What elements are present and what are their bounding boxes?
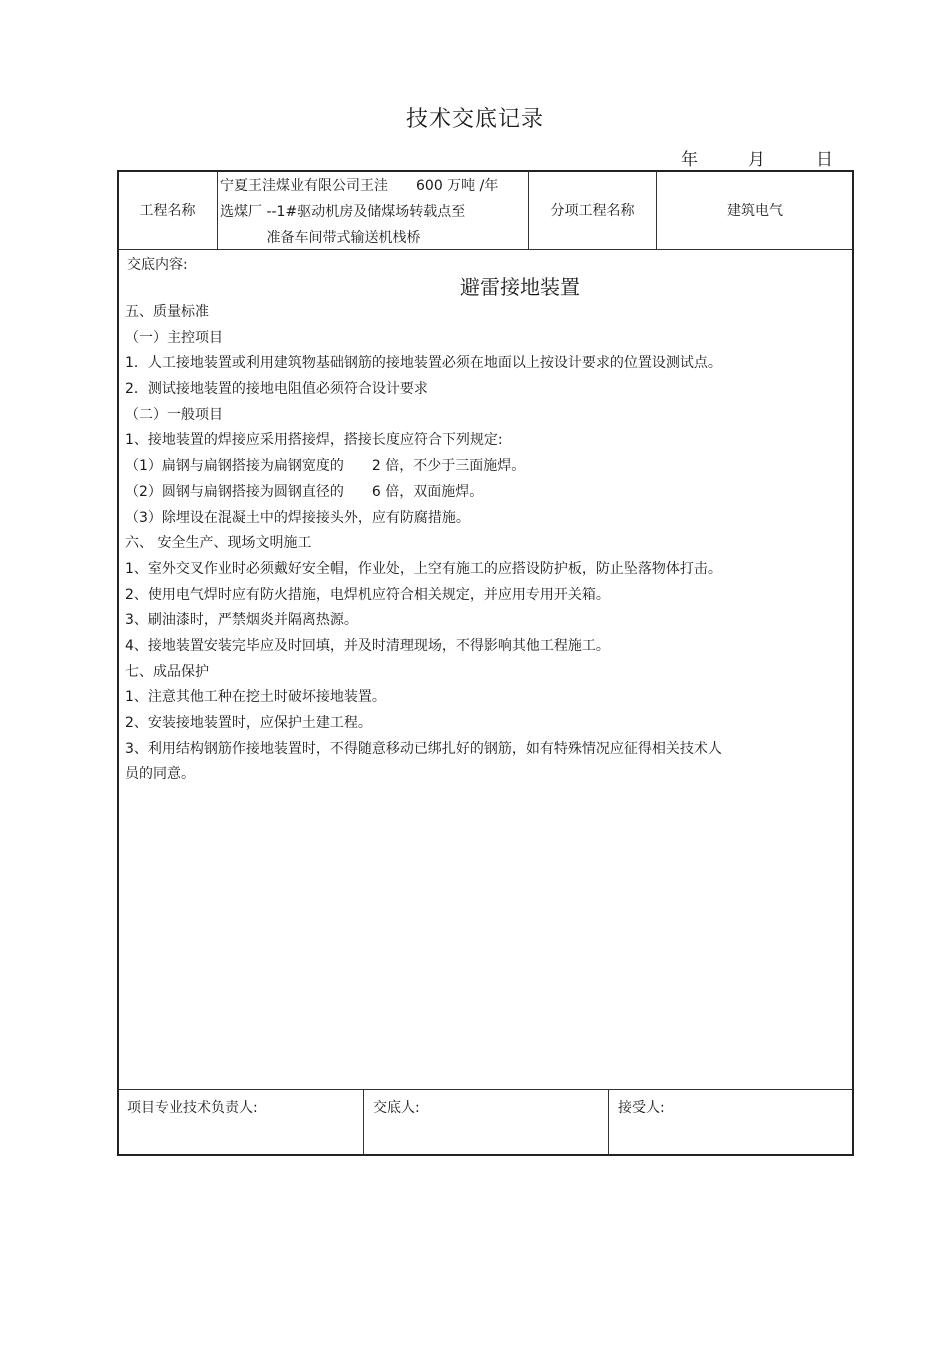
content-line: 员的同意。 <box>125 766 195 783</box>
project-name-line: 准备车间带式输送机栈桥 <box>220 230 421 246</box>
document-title: 技术交底记录 <box>405 107 544 132</box>
date-month-label: 月 <box>748 150 765 170</box>
content-line: （1）扁钢与扁钢搭接为扁钢宽度的 2 倍，不少于三面施焊。 <box>125 458 526 475</box>
signature-top-rule <box>118 1089 853 1090</box>
content-line: 3、刷油漆时，严禁烟炎并隔离热源。 <box>125 612 358 629</box>
content-line: （2）圆钢与扁钢搭接为圆钢直径的 6 倍，双面施焊。 <box>125 483 484 500</box>
project-name-line: 选煤厂 --1#驱动机房及储煤场转载点至 <box>220 204 466 220</box>
content-line: 2．测试接地装置的接地电阻值必须符合设计要求 <box>125 381 428 398</box>
content-line: 3、利用结构钢筋作接地装置时，不得随意移动已绑扎好的钢筋，如有特殊情况应征得相关技术人 <box>125 740 722 757</box>
content-line: 六、 安全生产、现场文明施工 <box>125 535 312 552</box>
signature-divider-1 <box>363 1089 364 1155</box>
content-line: 1．人工接地装置或利用建筑物基础钢筋的接地装置必须在地面以上按设计要求的位置设测试点。 <box>125 355 722 372</box>
sub-project-value: 建筑电气 <box>727 203 783 219</box>
signature-divider-2 <box>608 1089 609 1155</box>
content-line: 4、接地装置安装完毕应及时回填，并及时清理现场，不得影响其他工程施工。 <box>125 637 610 654</box>
content-line: 1、接地装置的焊接应采用搭接焊，搭接长度应符合下列规定: <box>125 432 503 449</box>
content-line: 七、成品保护 <box>125 663 209 680</box>
content-title: 避雷接地装置 <box>460 275 580 299</box>
date-year-label: 年 <box>681 150 698 170</box>
date-day-label: 日 <box>816 150 833 170</box>
content-line: 1、室外交叉作业时必须戴好安全帽，作业处，上空有施工的应搭设防护板，防止坠落物体打击。 <box>125 560 722 577</box>
content-line: 1、注意其他工种在挖土时破坏接地装置。 <box>125 689 386 706</box>
tech-lead-label: 项目专业技术负责人: <box>127 1100 258 1116</box>
content-label: 交底内容: <box>127 257 188 273</box>
content-line: 2、安装接地装置时，应保护土建工程。 <box>125 715 372 731</box>
content-line: （3）除埋设在混凝土中的焊接接头外，应有防腐措施。 <box>125 509 470 526</box>
content-line: 五、质量标准 <box>125 304 209 320</box>
header-divider-1 <box>217 171 218 249</box>
sub-project-label: 分项工程名称 <box>550 203 635 219</box>
presenter-label: 交底人: <box>373 1100 420 1116</box>
content-line: （二）一般项目 <box>125 406 223 423</box>
receiver-label: 接受人: <box>618 1100 665 1116</box>
project-name-label: 工程名称 <box>139 203 196 219</box>
project-name-value <box>220 173 526 251</box>
content-body <box>125 300 845 788</box>
project-name-line: 宁夏王洼煤业有限公司王洼 600 万吨 /年 <box>220 178 499 194</box>
content-line: 2、使用电气焊时应有防火措施，电焊机应符合相关规定，并应用专用开关箱。 <box>125 586 610 603</box>
content-line: （一）主控项目 <box>125 329 223 346</box>
